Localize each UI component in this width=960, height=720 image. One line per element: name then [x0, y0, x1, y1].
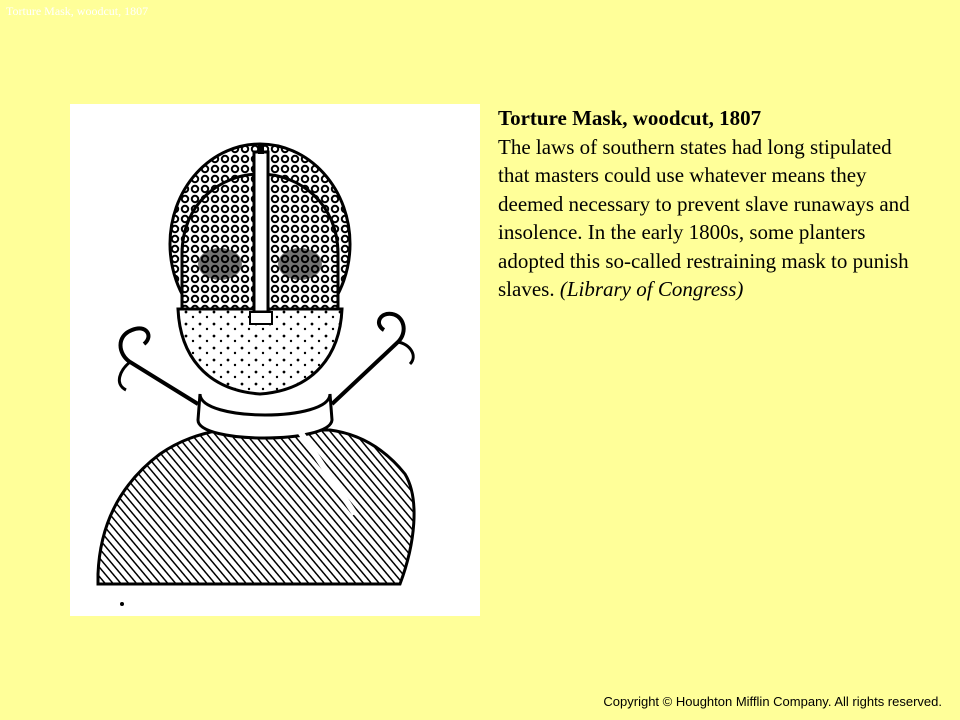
right-hook-arm [332, 314, 404, 404]
right-eye-hole [278, 248, 322, 280]
mouth-lock [250, 312, 272, 324]
ink-speck [120, 602, 124, 606]
torso-shape [98, 430, 414, 584]
woodcut-image [70, 104, 480, 616]
caption-body: The laws of southern states had long stipulated that masters could use whatever means they deemed necessary to prevent slave runaways and insolence. In the early 1800s, some planters adopted this so-called restraining mask to punish slaves. [498, 134, 910, 301]
left-hook-tip [119, 362, 130, 390]
caption-block [498, 104, 918, 304]
torture-mask-woodcut-illustration [70, 104, 480, 616]
caption-title: Torture Mask, woodcut, 1807 [498, 106, 762, 130]
slide-title: Torture Mask, woodcut, 1807 [6, 4, 149, 18]
right-hook-tip [398, 342, 413, 364]
mask-nose-bar [254, 152, 268, 312]
mask-top-pin [258, 144, 264, 154]
left-eye-hole [198, 248, 242, 280]
neck-collar [198, 394, 332, 438]
copyright-notice: Copyright © Houghton Mifflin Company. All rights reserved. [603, 694, 942, 709]
caption-credit: (Library of Congress) [559, 277, 744, 301]
